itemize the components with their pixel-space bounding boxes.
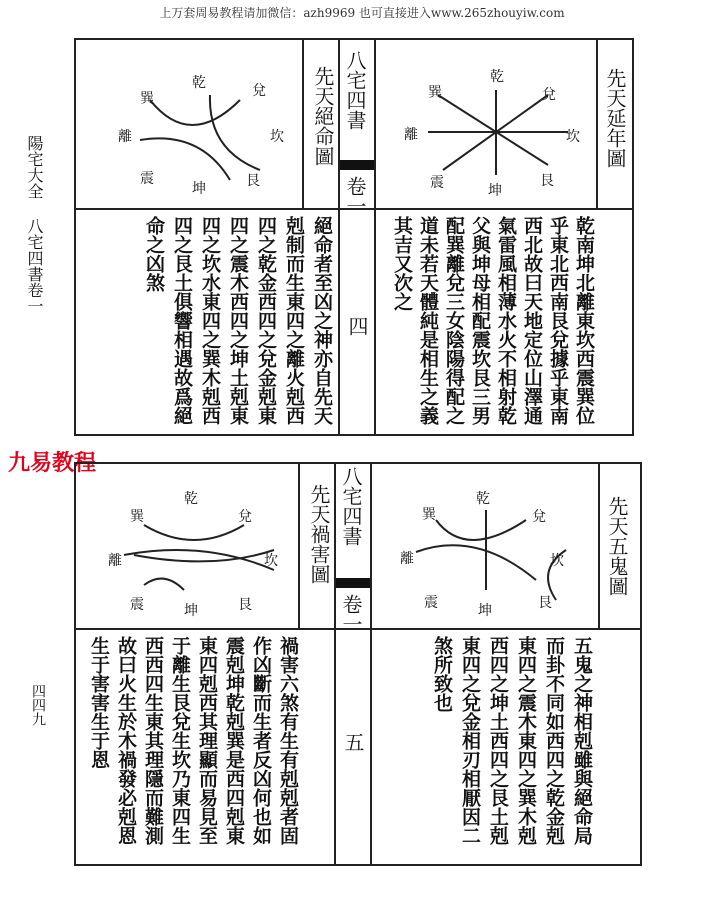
top-center-volume: 卷一 <box>343 176 367 216</box>
text-column: 四之坎水東四之巽木剋西 <box>199 216 221 425</box>
bottom-right-diagram-label-kan: 坎 <box>550 553 564 569</box>
bottom-right-diagram-label-dui: 兌 <box>532 509 546 525</box>
top-left-title-line <box>302 38 304 210</box>
bottom-left-diagram-label-dui: 兌 <box>238 509 252 525</box>
top-right-title-line <box>596 38 598 210</box>
text-column: 西四之坤土西四之艮土剋 <box>487 636 509 845</box>
text-column: 父與坤母相配震坎艮三男 <box>469 216 491 425</box>
text-column: 五鬼之神相剋雖與絕命局 <box>571 636 593 845</box>
text-column: 禍害六煞有生有剋剋者固 <box>277 636 299 845</box>
bottom-right-diagram-label-kun: 坤 <box>478 603 492 619</box>
text-column: 四之乾金西四之兌金剋東 <box>255 216 277 425</box>
top-center-title: 八宅四書 <box>343 50 367 130</box>
text-column: 煞所致也 <box>431 636 453 712</box>
bottom-center-line-left <box>334 462 336 866</box>
bottom-left-diagram-label-kan: 坎 <box>264 553 278 569</box>
bottom-right-diagram-label-qian: 乾 <box>476 491 490 507</box>
text-column: 西北故曰天地定位山澤通 <box>521 216 543 425</box>
top-right-diagram-label-kan: 坎 <box>566 129 580 145</box>
top-center-line-right <box>374 38 376 436</box>
top-left-diagram-label-kun: 坤 <box>192 181 206 197</box>
bottom-right-diagram-label-xun: 巽 <box>422 507 436 523</box>
top-right-section-title: 先天延年圖 <box>603 68 627 168</box>
volume-title: 八宅四書卷一 <box>25 218 44 314</box>
book-title: 陽宅大全 <box>25 135 44 199</box>
text-column: 道未若天體純是相生之義 <box>417 216 439 425</box>
text-column: 東四之震木東四之巽木剋 <box>515 636 537 845</box>
bottom-center-line-right <box>370 462 372 866</box>
text-column: 于離生艮兌生坎乃東四生 <box>169 636 191 845</box>
bottom-left-diagram-label-gen: 艮 <box>238 597 252 613</box>
bottom-right-title-line <box>598 462 600 630</box>
bottom-right-section-title: 先天五鬼圖 <box>605 496 629 596</box>
top-right-diagram-label-qian: 乾 <box>490 69 504 85</box>
text-column: 配巽離兌三女陰陽得配之 <box>443 216 465 425</box>
top-right-text-block <box>382 214 596 434</box>
text-column: 東四之兌金相刃相厭因二 <box>459 636 481 845</box>
top-right-diagram-label-li: 離 <box>404 127 418 143</box>
text-column: 作凶斷而生者反凶何也如 <box>250 636 272 845</box>
top-fish-tail <box>340 160 374 170</box>
text-column: 東四剋西其理顯而易見至 <box>196 636 218 845</box>
bottom-right-diagram-label-gen: 艮 <box>538 595 552 611</box>
top-left-section-title: 先天絕命圖 <box>311 66 335 166</box>
bottom-left-diagram-label-li: 離 <box>108 553 122 569</box>
bottom-right-diagram-label-li: 離 <box>400 551 414 567</box>
bottom-left-title-line <box>298 462 300 630</box>
text-column: 四之震木西四之坤土剋東 <box>227 216 249 425</box>
text-column: 生于害害生于恩 <box>88 636 110 769</box>
bottom-left-diagram-label-xun: 巽 <box>130 509 144 525</box>
text-column: 命之凶煞 <box>143 216 165 292</box>
top-right-diagram-label-zhen: 震 <box>430 175 444 191</box>
top-left-diagram-label-gen: 艮 <box>246 173 260 189</box>
bottom-left-section-title: 先天禍害圖 <box>307 484 331 584</box>
text-column: 絕命者至凶之神亦自先天 <box>311 216 333 425</box>
top-left-diagram-label-li: 離 <box>118 129 132 145</box>
text-column: 氣雷風相薄水火不相射乾 <box>495 216 517 425</box>
bottom-left-diagram-label-zhen: 震 <box>130 597 144 613</box>
watermark: 九易教程 <box>8 451 97 476</box>
text-column: 震剋坤乾剋巽是西四剋東 <box>223 636 245 845</box>
top-left-text-block <box>110 214 334 434</box>
bottom-fish-tail <box>336 578 370 588</box>
text-column: 四之艮土俱響相遇故爲絕 <box>171 216 193 425</box>
top-center-page: 四 <box>345 316 369 336</box>
bottom-center-title: 八宅四書 <box>339 466 363 546</box>
top-left-diagram-label-zhen: 震 <box>140 171 154 187</box>
text-column: 剋制而生東四之離火剋西 <box>283 216 305 425</box>
text-column: 乎東北西南艮兌據乎東南 <box>547 216 569 425</box>
bottom-left-diagram-label-qian: 乾 <box>184 491 198 507</box>
bottom-center-page: 五 <box>341 732 365 752</box>
text-column: 故曰火生於木禍發必剋恩 <box>115 636 137 845</box>
top-left-diagram-label-dui: 兌 <box>252 83 266 99</box>
text-column: 而卦不同如西四之乾金剋 <box>543 636 565 845</box>
bottom-left-text-block <box>80 634 300 862</box>
bottom-right-diagram-label-zhen: 震 <box>424 595 438 611</box>
top-right-diagram-label-dui: 兌 <box>542 87 556 103</box>
text-column: 西西四生東其理隱而難測 <box>142 636 164 845</box>
top-banner: 上万套周易教程请加微信：azh9969 也可直接进入www.265zhouyiw.com <box>159 6 565 20</box>
page-number: 四四九 <box>30 684 46 726</box>
text-column: 其吉又次之 <box>391 216 413 311</box>
top-left-diagram-label-xun: 巽 <box>140 91 154 107</box>
bottom-right-text-block <box>384 634 596 862</box>
bottom-left-diagram-label-kun: 坤 <box>184 603 198 619</box>
bottom-center-volume: 卷一 <box>339 594 363 634</box>
top-center-line-left <box>338 38 340 436</box>
top-right-diagram-label-kun: 坤 <box>488 183 502 199</box>
top-right-diagram-label-gen: 艮 <box>540 173 554 189</box>
text-column: 乾南坤北離東坎西震巽位 <box>573 216 595 425</box>
top-left-diagram-label-qian: 乾 <box>192 75 206 91</box>
top-right-diagram-label-xun: 巽 <box>428 85 442 101</box>
top-left-diagram-label-kan: 坎 <box>270 129 284 145</box>
